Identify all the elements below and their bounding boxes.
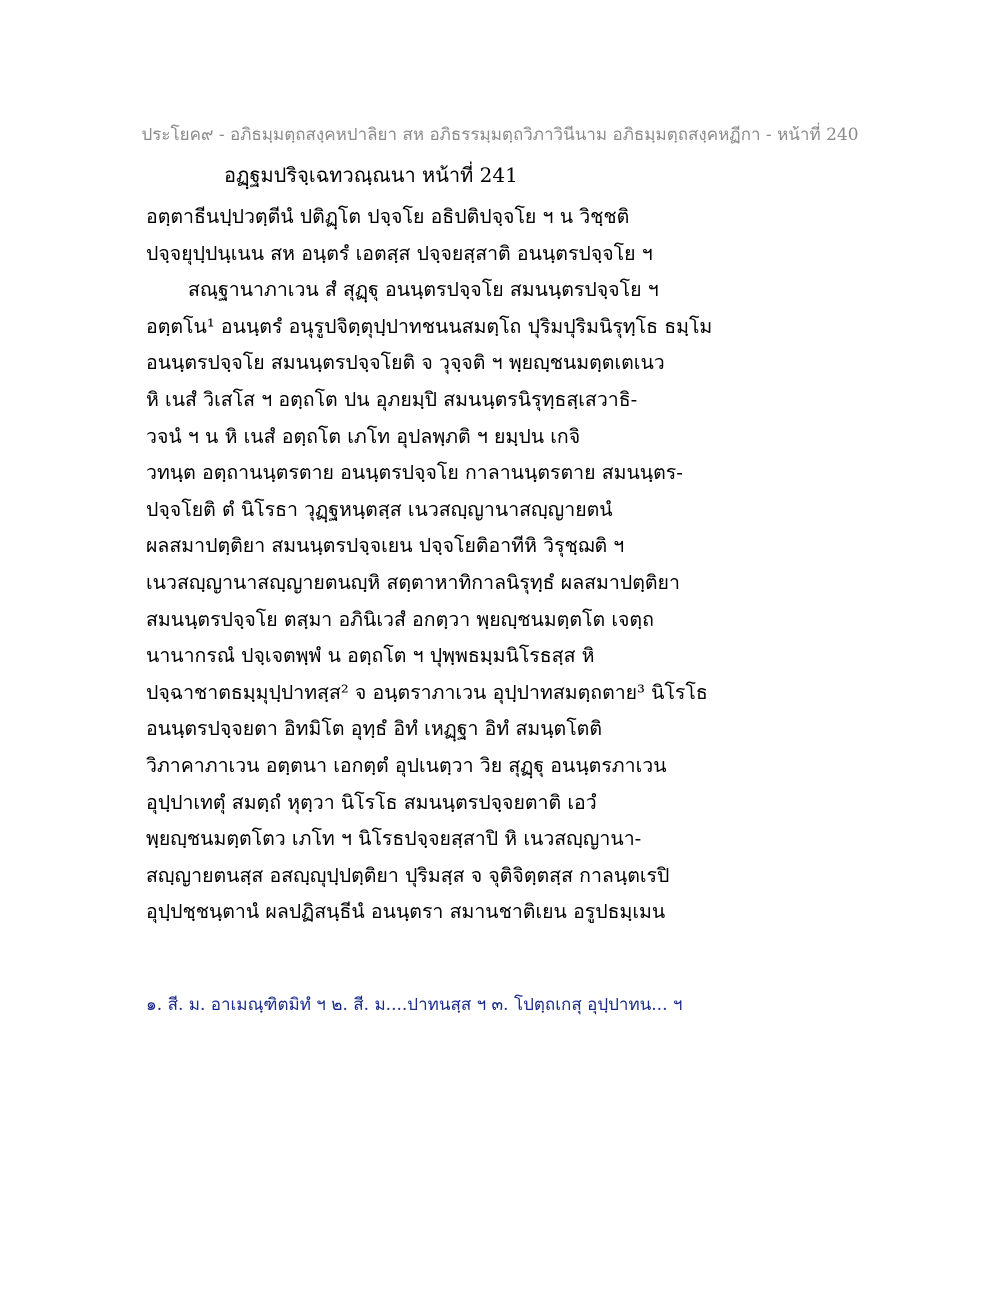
body-text <box>146 199 713 931</box>
body-line: นานากรณํ ปจฺเจตพฺพํ น อตฺถโต ฯ ปุพฺพธมฺมนิโรธสฺส หิ <box>146 644 595 668</box>
body-line: วจนํ ฯ น หิ เนสํ อตฺถโต เภโท อุปลพฺภติ ฯ ยมฺปน เกจิ <box>146 424 581 448</box>
body-line: อนนฺตรปจฺจโย สมนนฺตรปจฺจโยติ จ วุจฺจติ ฯ พฺยญฺชนมตฺตเตเนว <box>146 351 665 375</box>
body-line: อตฺตโน¹ อนนฺตรํ อนุรูปจิตฺตุปฺปาทชนนสมตฺโถ ปุริมปุริมนิรุทฺโธ ธมฺโม <box>146 314 713 338</box>
body-line: พฺยญฺชนมตฺตโตว เภโท ฯ นิโรธปจฺจยสฺสาปิ หิ เนวสญฺญานา- <box>146 827 642 851</box>
body-line: ปจฺฉาชาตธมฺมุปฺปาทสฺส² จ อนฺตราภาเวน อุปฺปาทสมตฺถตาย³ นิโรโธ <box>146 680 708 704</box>
body-line: อนนฺตรปจฺจยตา อิทมิโต อุทฺธํ อิทํ เหฏฺฐา อิทํ สมนฺตโตติ <box>146 717 602 741</box>
body-line: อุปฺปชฺชนฺตานํ ผลปฏิสนฺธีนํ อนนฺตรา สมานชาติเยน อรูปธมฺเมน <box>146 900 666 924</box>
body-line: สญฺญายตนสฺส อสญฺญุปฺปตฺติยา ปุริมสฺส จ จุติจิตฺตสฺส กาลนฺตเรปิ <box>146 863 670 887</box>
body-line: อตฺตาธีนปฺปวตฺตีนํ ปติฏฺโต ปจฺจโย อธิปติปจฺจโย ฯ น วิชฺชติ <box>146 205 630 228</box>
body-line: สณฺฐานาภาเวน สํ สุฏฺฐุ อนนฺตรปจฺจโย สมนนฺตรปจฺจโย ฯ <box>188 278 659 302</box>
body-line: วทนฺต อตฺถานนฺตรตาย อนนฺตรปจฺจโย กาลานนฺตรตาย สมนนฺตร- <box>146 461 683 485</box>
body-line: อุปฺปาเทตุํ สมตฺถํ หุตฺวา นิโรโธ สมนนฺตรปจฺจยตาติ เอวํ <box>146 790 597 814</box>
body-line: ปจฺจยุปฺปนฺเนน สห อนฺตรํ เอตสฺส ปจฺจยสฺสาติ อนนฺตรปจฺจโย ฯ <box>146 241 653 265</box>
body-line: สมนนฺตรปจฺจโย ตสฺมา อภินิเวสํ อกตฺวา พฺยญฺชนมตฺตโต เจตฺถ <box>146 607 654 631</box>
footnotes: ๑. สี. ม. อาเมณฺฑิตมิทํ ฯ ๒. สี. ม....ปาทนสฺส ฯ ๓. โปตฺถเกสุ อุปฺปาทน... ฯ <box>146 995 683 1015</box>
body-line: ปจฺจโยติ ตํ นิโรธา วุฏฺฐหนฺตสฺส เนวสญฺญานาสญฺญายตนํ <box>146 497 613 521</box>
body-line: หิ เนสํ วิเสโส ฯ อตฺถโต ปน อุภยมฺปิ สมนนฺตรนิรุทฺธสฺเสวาธิ- <box>146 387 638 411</box>
body-line: เนวสญฺญานาสญฺญายตนญฺหิ สตฺตาหาทิกาลนิรุทฺธํ ผลสมาปตฺติยา <box>146 570 680 594</box>
body-line: ผลสมาปตฺติยา สมนนฺตรปจฺจเยน ปจฺจโยติอาทีหิ วิรุชฺฌติ ฯ <box>146 534 625 558</box>
section-title: อฏฺฐมปริจฺเฉทวณฺณนา หน้าที่ 241 <box>224 163 518 187</box>
running-header: ประโยค๙ - อภิธมฺมตฺถสงฺคหปาลิยา สห อภิธรรมฺมตฺถวิภาวินีนาม อภิธมฺมตฺถสงฺคหฏีกา - หน้าที่ 240 <box>141 125 859 145</box>
body-line: วิภาคาภาเวน อตฺตนา เอกตฺตํ อุปเนตฺวา วิย สุฏฺฐุ อนนฺตรภาเวน <box>146 753 667 777</box>
